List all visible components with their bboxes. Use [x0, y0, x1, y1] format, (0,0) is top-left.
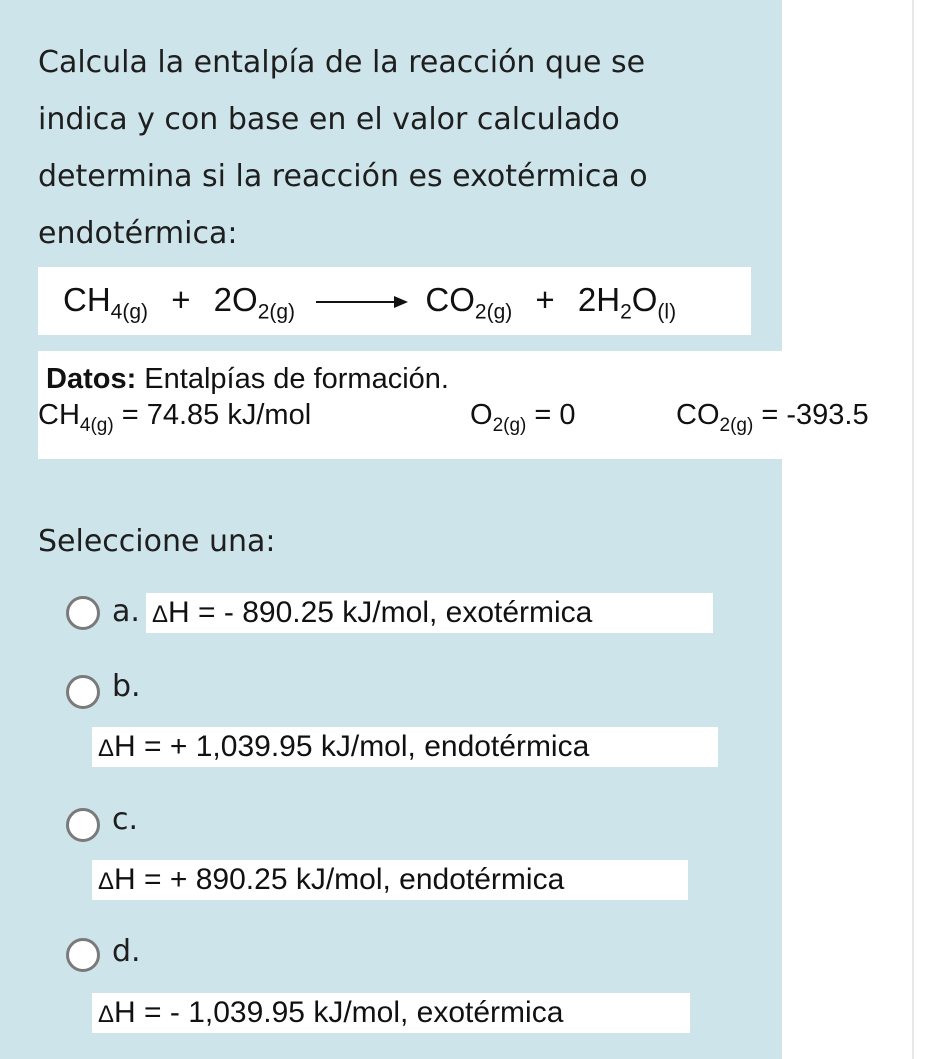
question-line: endotérmica:: [38, 216, 238, 251]
select-prompt: Seleccione una:: [38, 524, 276, 559]
data-o2-label: O: [470, 399, 493, 431]
product-h2o-sub: 2: [620, 300, 632, 324]
option-b-answer[interactable]: [92, 727, 718, 767]
question-line: indica y con base en el valor calculado: [38, 102, 620, 137]
reactant-o2: 2O: [213, 281, 258, 318]
data-title: [46, 363, 449, 396]
product-h2o: 2H: [577, 281, 621, 318]
delta-symbol: Δ: [98, 868, 115, 895]
delta-symbol: Δ: [152, 601, 169, 628]
reaction-equation: [63, 281, 676, 325]
question-line: determina si la reacción es exotérmica o: [38, 159, 648, 194]
option-c-text: H = + 890.25 kJ/mol, endotérmica: [114, 863, 565, 896]
data-ch4-sub: 4(g): [79, 414, 114, 436]
option-a-radio[interactable]: [66, 596, 100, 630]
option-b-radio[interactable]: [66, 675, 100, 709]
option-b-text: H = + 1,039.95 kJ/mol, endotérmica: [114, 730, 590, 763]
page-divider: [912, 0, 914, 1059]
data-title-rest: Entalpías de formación.: [136, 363, 449, 395]
option-d-letter: d.: [112, 934, 141, 969]
data-co2-label: CO: [676, 399, 720, 431]
reactant-ch4: CH: [63, 281, 111, 318]
reactant-o2-sub: 2(g): [257, 300, 296, 324]
data-co2-sub: 2(g): [719, 414, 754, 436]
option-a-letter: a.: [112, 594, 140, 629]
option-d-text: H = - 1,039.95 kJ/mol, exotérmica: [114, 996, 564, 1029]
data-ch4: [38, 399, 311, 437]
option-c-answer[interactable]: [92, 860, 688, 900]
data-co2-value: = -393.5: [753, 399, 869, 431]
plus-sign: +: [535, 281, 555, 318]
option-c-radio[interactable]: [66, 808, 100, 842]
formation-enthalpies-box: [38, 351, 869, 459]
reaction-arrow-icon: [316, 295, 408, 309]
product-h2o-state: (l): [657, 300, 677, 324]
option-b-letter: b.: [112, 669, 141, 704]
option-a-text: H = - 890.25 kJ/mol, exotérmica: [168, 596, 593, 629]
question-text: [38, 34, 738, 262]
option-c-letter: c.: [112, 802, 139, 837]
delta-symbol: Δ: [98, 1001, 115, 1028]
option-d-radio[interactable]: [66, 938, 100, 972]
product-co2: CO: [425, 281, 475, 318]
data-co2: [676, 399, 869, 437]
data-o2-value: = 0: [526, 399, 576, 431]
option-a-answer[interactable]: [146, 593, 713, 633]
option-d-answer[interactable]: [92, 993, 690, 1033]
data-o2: [470, 399, 576, 437]
plus-sign: +: [171, 281, 191, 318]
data-ch4-label: CH: [38, 399, 80, 431]
question-line: Calcula la entalpía de la reacción que se: [38, 45, 646, 80]
data-title-bold: Datos:: [46, 363, 137, 395]
product-h2o-o: O: [631, 281, 658, 318]
reaction-equation-box: [38, 267, 751, 335]
data-o2-sub: 2(g): [492, 414, 527, 436]
product-co2-sub: 2(g): [474, 300, 513, 324]
data-ch4-value: = 74.85 kJ/mol: [113, 399, 312, 431]
delta-symbol: Δ: [98, 735, 115, 762]
reactant-ch4-sub: 4(g): [110, 300, 149, 324]
